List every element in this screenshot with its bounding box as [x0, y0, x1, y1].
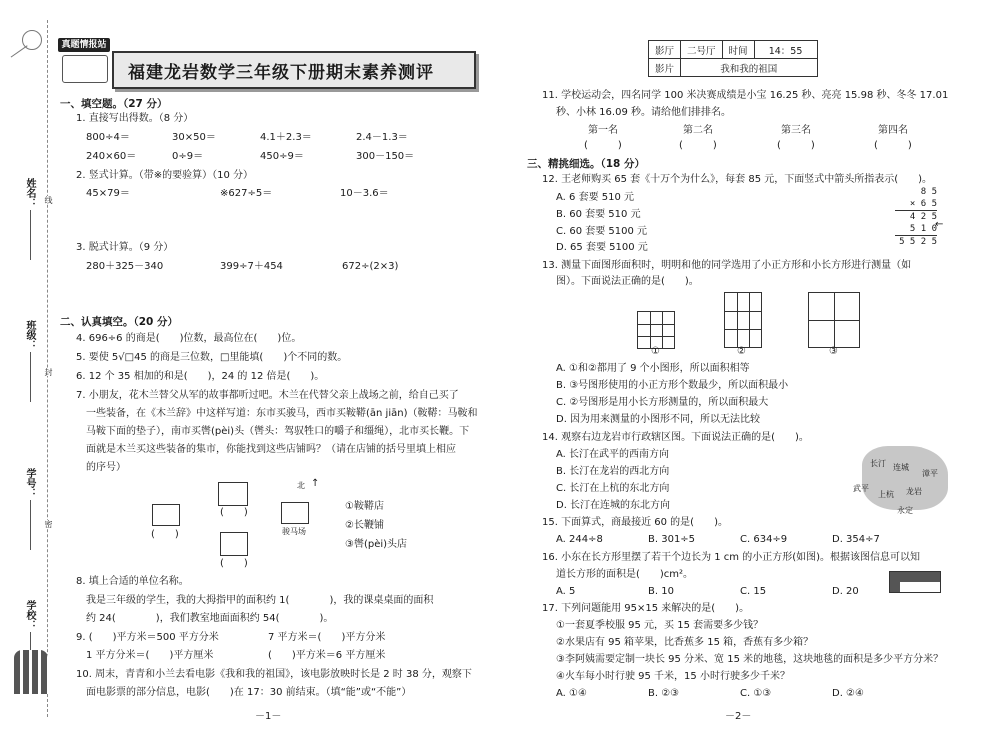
- page-number-right: －2－: [725, 711, 752, 722]
- q16-option-a[interactable]: A. 5: [556, 586, 576, 597]
- q12-option-a[interactable]: A. 6 套要 510 元: [556, 192, 635, 203]
- ticket-hall-label: 影厅: [649, 41, 681, 59]
- calc-line: × 6 5: [909, 199, 937, 209]
- q1-item: 450÷9＝: [260, 151, 304, 162]
- q12-text: 12. 王老师购买 65 套《十万个为什么》，每套 85 元，下面竖式中箭头所指表示( )。: [542, 174, 933, 185]
- student-id-label: 学号：: [24, 468, 35, 498]
- q17-item-3: ③李阿姨需要定制一块长 95 分米、宽 15 米的地毯，这块地毯的面积是多少平方分米？: [556, 654, 944, 665]
- west-shop-blank[interactable]: ( ): [151, 529, 179, 540]
- q12-option-b[interactable]: B. 60 套要 510 元: [556, 209, 641, 220]
- ticket-time-label: 时间: [722, 41, 754, 59]
- q9-c: 1 平方分米＝( )平方厘米: [86, 650, 214, 661]
- q17-option-d[interactable]: D. ②④: [832, 688, 864, 699]
- calc-line: 8 5: [920, 187, 937, 197]
- q14-text: 14. 观察右边龙岩市行政辖区图。下面说法正确的是( )。: [542, 432, 809, 443]
- q14-option-b[interactable]: B. 长汀在龙岩的西北方向: [556, 466, 670, 477]
- q12-option-c[interactable]: C. 60 套要 5100 元: [556, 226, 648, 237]
- class-line[interactable]: [30, 352, 31, 402]
- q17-option-a[interactable]: A. ①④: [556, 688, 587, 699]
- ticket-hall-value: 二号厅: [681, 41, 723, 59]
- north-shop-building-icon: [218, 482, 248, 506]
- shop-option-1: ①鞍鞯店: [345, 501, 384, 512]
- q16-line-2: 道长方形的面积是( )cm²。: [556, 569, 694, 580]
- q13-figure-2-label: ②: [737, 346, 746, 357]
- map-town-yongding: 永定: [897, 506, 913, 515]
- q15-text: 15. 下面算式，商最接近 60 的是( )。: [542, 517, 728, 528]
- rank-1-label: 第一名: [588, 125, 618, 136]
- q1-item: 30×50＝: [172, 132, 216, 143]
- q13-line-1: 13. 测量下面图形面积时，明明和他的同学选用了小正方形和小长方形进行测量（如: [542, 260, 912, 271]
- q17-item-4: ④火车每小时行驶 95 千米，15 小时行驶多少千米？: [556, 671, 790, 682]
- q15-option-a[interactable]: A. 244÷8: [556, 534, 603, 545]
- cut-word-line: 线: [44, 196, 53, 204]
- header-badge: 真题情报站: [58, 38, 110, 52]
- ticket-film-label: 影片: [649, 59, 681, 77]
- q14-option-d[interactable]: D. 长汀在连城的东北方向: [556, 500, 671, 511]
- pencil-icon: [62, 55, 108, 83]
- rank-3-blank[interactable]: ( ): [777, 140, 815, 151]
- calc-line: 5 5 2 5: [895, 235, 937, 248]
- rank-2-label: 第二名: [683, 125, 713, 136]
- q8-line-2: 约 24( )，我们教室地面面积约 54( )。: [86, 613, 334, 624]
- q17-option-b[interactable]: B. ②③: [648, 688, 680, 699]
- q13-option-d[interactable]: D. 因为用来测量的小图形不同，所以无法比较: [556, 414, 761, 425]
- ticket-time-value: 14：55: [754, 41, 817, 59]
- shop-option-2: ②长鞭铺: [345, 520, 384, 531]
- map-town-zhangping: 漳平: [922, 469, 938, 478]
- q13-figure-3: [808, 292, 860, 348]
- q7-line-3: 马鞍下面的垫子），南市买辔(pèi)头（辔头：驾驭牲口的嚼子和缰绳），北市买长鞭。下: [86, 426, 470, 437]
- q2-item: 45×79＝: [86, 188, 130, 199]
- rank-1-blank[interactable]: ( ): [584, 140, 622, 151]
- q2-item: 10－3.6＝: [340, 188, 389, 199]
- q2-item: ※627÷5＝: [220, 188, 273, 199]
- q17-item-2: ②水果店有 95 箱苹果，比香蕉多 15 箱，香蕉有多少箱？: [556, 637, 814, 648]
- section-2-title: 二、认真填空。（20 分）: [60, 316, 179, 328]
- tree-decoration-icon: [14, 650, 48, 694]
- movie-ticket-table: [648, 40, 818, 77]
- q5-text: 5. 要使 5√□45 的商是三位数，□里能填( )个不同的数。: [76, 352, 348, 363]
- q6-text: 6. 12 个 35 相加的和是( )，24 的 12 倍是( )。: [76, 371, 325, 382]
- map-town-changting: 长汀: [870, 459, 886, 468]
- q1-item: 240×60＝: [86, 151, 137, 162]
- q1-item: 300－150＝: [356, 151, 415, 162]
- q1-prompt: 1. 直接写出得数。（8 分）: [76, 113, 194, 124]
- q13-figure-1-label: ①: [651, 346, 660, 357]
- map-town-wuping: 武平: [853, 484, 869, 493]
- q16-option-d[interactable]: D. 20: [832, 586, 859, 597]
- q11-line-1: 11. 学校运动会，四名同学 100 米决赛成绩是小宝 16.25 秒、亮亮 15.98 秒、冬冬 17.01: [542, 90, 949, 101]
- q3-item: 399÷7＋454: [220, 261, 283, 272]
- section-1-title: 一、填空题。（27 分）: [60, 98, 168, 110]
- student-id-line[interactable]: [30, 500, 31, 550]
- south-shop-building-icon: [220, 532, 248, 556]
- q3-prompt: 3. 脱式计算。（9 分）: [76, 242, 174, 253]
- q15-option-c[interactable]: C. 634÷9: [740, 534, 788, 545]
- cut-word-seal: 封: [44, 368, 53, 376]
- q7-line-2: 一些装备，在《木兰辞》中这样写道：东市买骏马，西市买鞍鞯(ān jiān)（鞍鞯：马鞍和: [86, 408, 478, 419]
- q16-line-1: 16. 小东在长方形里摆了若干个边长为 1 cm 的小正方形(如图)。根据该图信息可以知: [542, 552, 921, 563]
- q1-item: 800÷4＝: [86, 132, 130, 143]
- q14-option-c[interactable]: C. 长汀在上杭的东北方向: [556, 483, 670, 494]
- school-label: 学校：: [24, 600, 35, 630]
- q3-item: 672÷(2×3): [342, 261, 399, 272]
- q11-line-2: 秒、小林 16.09 秒。请给他们排排名。: [556, 107, 731, 118]
- q15-option-d[interactable]: D. 354÷7: [832, 534, 880, 545]
- q17-option-c[interactable]: C. ①③: [740, 688, 772, 699]
- south-shop-blank[interactable]: ( ): [220, 558, 248, 569]
- cut-word-secret: 密: [44, 520, 53, 528]
- ticket-film-value: 我和我的祖国: [681, 59, 818, 77]
- q12-option-d[interactable]: D. 65 套要 5100 元: [556, 242, 648, 253]
- west-shop-building-icon: [152, 504, 180, 526]
- name-label: 姓名：: [24, 178, 35, 208]
- q13-figure-2: [724, 292, 762, 348]
- north-arrow-icon: ↑: [311, 478, 320, 489]
- map-town-shanghang: 上杭: [878, 490, 894, 499]
- q7-line-1: 7. 小朋友，花木兰替父从军的故事都听过吧。木兰在代替父亲上战场之前，给自己买了: [76, 390, 459, 401]
- q9-b: 7 平方米＝( )平方分米: [268, 632, 386, 643]
- q1-item: 4.1＋2.3＝: [260, 132, 312, 143]
- q10-line-1: 10. 周末，青青和小兰去看电影《我和我的祖国》，该电影放映时长是 2 时 38 分，观察下: [76, 669, 472, 680]
- q7-line-5: 的序号）: [86, 462, 126, 473]
- q12-vertical-calc: [895, 186, 937, 248]
- map-town-liancheng: 连城: [893, 463, 909, 472]
- q3-item: 280＋325－340: [86, 261, 164, 272]
- q13-option-a[interactable]: A. ①和②都用了 9 个小图形，所以面积相等: [556, 363, 750, 374]
- q16-option-c[interactable]: C. 15: [740, 586, 767, 597]
- q10-line-2: 面电影票的部分信息，电影( )在 17：30 前结束。（填“能”或“不能”）: [86, 687, 412, 698]
- binding-margin: [0, 0, 52, 747]
- q16-rectangle-figure: [889, 571, 941, 593]
- q4-text: 4. 696÷6 的商是( )位数，最高位在( )位。: [76, 333, 302, 344]
- east-horse-building-icon: [281, 502, 309, 524]
- pointer-arrow-icon: ←: [935, 219, 944, 230]
- q14-option-a[interactable]: A. 长汀在武平的西南方向: [556, 449, 670, 460]
- q16-option-b[interactable]: B. 10: [648, 586, 674, 597]
- q8-line-1: 我是三年级的学生，我的大拇指甲的面积约 1( )，我的课桌桌面的面积: [86, 595, 434, 606]
- q13-option-b[interactable]: B. ③号图形使用的小正方形个数最少，所以面积最小: [556, 380, 789, 391]
- page-number-left: －1－: [255, 711, 282, 722]
- map-town-longyan: 龙岩: [906, 487, 922, 496]
- q8-prompt: 8. 填上合适的单位名称。: [76, 576, 189, 587]
- q17-item-1: ①一套夏季校服 95 元，买 15 套需要多少钱？: [556, 620, 764, 631]
- rank-3-label: 第三名: [781, 125, 811, 136]
- class-label: 班级：: [24, 320, 35, 350]
- q17-text: 17. 下列问题能用 95×15 来解决的是( )。: [542, 603, 750, 614]
- north-shop-blank[interactable]: ( ): [220, 507, 248, 518]
- page-title: 福建龙岩数学三年级下册期末素养测评: [128, 63, 434, 83]
- section-3-title: 三、精挑细选。（18 分）: [527, 158, 646, 170]
- q9-a: 9. ( )平方米＝500 平方分米: [76, 632, 219, 643]
- q9-d: ( )平方米＝6 平方厘米: [268, 650, 386, 661]
- q15-option-b[interactable]: B. 301÷5: [648, 534, 696, 545]
- q13-figure-3-label: ③: [829, 346, 838, 357]
- q13-option-c[interactable]: C. ②号图形是用小长方形测量的，所以面积最大: [556, 397, 769, 408]
- rank-4-label: 第四名: [878, 125, 908, 136]
- q1-item: 2.4－1.3＝: [356, 132, 408, 143]
- rank-4-blank[interactable]: ( ): [874, 140, 912, 151]
- calc-line: 5 1 0: [909, 224, 937, 234]
- horse-market-label: 骏马场: [282, 527, 306, 536]
- q7-line-4: 面就是木兰买这些装备的集市，你能找到这些店铺吗？（请在店铺的括号里填上相应: [86, 444, 456, 455]
- north-label: 北: [297, 481, 305, 490]
- q2-prompt: 2. 竖式计算。（带※的要验算）（10 分）: [76, 170, 254, 181]
- calc-line: 4 2 5: [895, 210, 937, 223]
- rank-2-blank[interactable]: ( ): [679, 140, 717, 151]
- q13-line-2: 图）。下面说法正确的是( )。: [556, 276, 699, 287]
- q1-item: 0÷9＝: [172, 151, 204, 162]
- name-line[interactable]: [30, 210, 31, 260]
- shop-option-3: ③辔(pèi)头店: [345, 539, 408, 550]
- q13-figure-1: [637, 311, 675, 349]
